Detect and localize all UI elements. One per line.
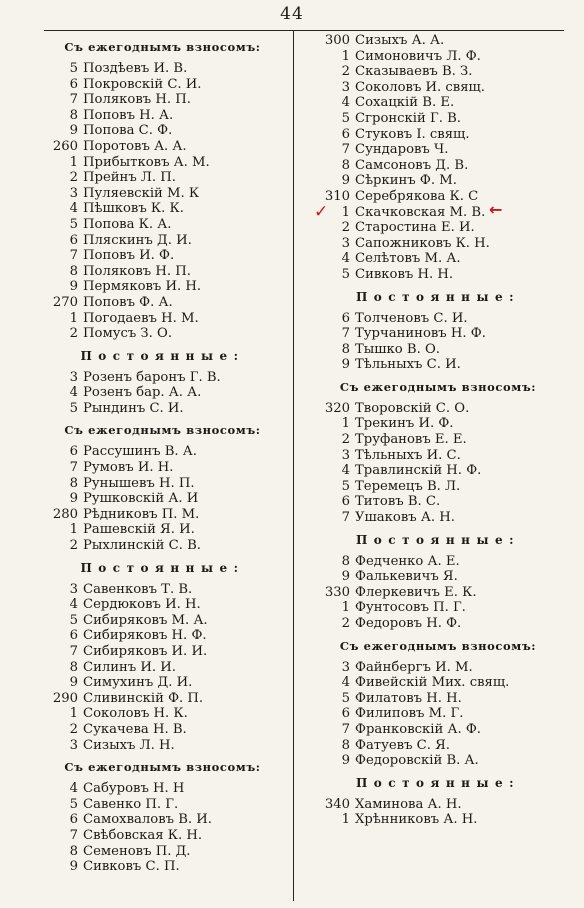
member-name: Розенъ баронъ Г. В. xyxy=(83,369,221,385)
member-name: Попова К. А. xyxy=(83,216,172,232)
member-entry xyxy=(40,108,285,124)
section-heading: Съ ежегоднымъ взносомъ: xyxy=(339,379,537,394)
member-name: Свѣбовская К. Н. xyxy=(83,827,203,843)
member-number: 7 xyxy=(69,644,78,659)
member-entry xyxy=(312,797,564,813)
member-name: Федченко А. Е. xyxy=(355,553,460,569)
member-entry xyxy=(312,569,564,585)
member-entry xyxy=(40,170,285,186)
member-number: 5 xyxy=(69,400,78,416)
member-entry xyxy=(312,158,564,174)
member-name: Сердюковъ И. Н. xyxy=(83,597,201,613)
member-number: 1 xyxy=(69,310,78,326)
member-name: Сибиряковъ И. И. xyxy=(83,644,208,659)
member-name: Силинъ И. И. xyxy=(83,659,176,675)
member-number: 7 xyxy=(341,142,350,158)
member-entry xyxy=(40,279,285,295)
member-entry xyxy=(40,77,285,93)
member-number: 8 xyxy=(341,157,350,173)
arrow-annotation-icon: ← xyxy=(489,199,503,219)
member-number: 2 xyxy=(341,432,350,448)
section-heading: Постоянные: xyxy=(355,775,521,790)
header-rule xyxy=(44,30,564,31)
member-entry xyxy=(312,142,564,158)
member-entry xyxy=(312,812,564,828)
member-number: 9 xyxy=(69,675,78,691)
member-entry xyxy=(312,660,564,676)
member-number: 1 xyxy=(341,600,350,616)
member-entry xyxy=(312,706,564,722)
member-entry xyxy=(40,476,285,492)
member-entry xyxy=(40,538,285,554)
section-heading: Постоянные: xyxy=(80,348,245,363)
member-number: 270 xyxy=(52,294,78,310)
member-name: Рушковскій А. И xyxy=(83,491,199,507)
member-number: 8 xyxy=(69,263,78,279)
member-number: 4 xyxy=(341,251,350,267)
member-name: Сивковъ Н. Н. xyxy=(355,266,454,282)
member-entry xyxy=(40,186,285,202)
member-entry xyxy=(312,357,564,373)
member-entry xyxy=(40,859,285,875)
member-number: 6 xyxy=(69,812,78,828)
member-number: 7 xyxy=(341,721,350,737)
member-name: Сѣркинъ Ф. М. xyxy=(355,173,457,189)
member-name: Сказываевъ В. З. xyxy=(355,64,473,80)
member-number: 1 xyxy=(69,154,78,170)
member-number: 7 xyxy=(69,460,78,476)
member-number: 2 xyxy=(69,170,78,186)
member-name: Рыхлинскій С. В. xyxy=(83,538,201,554)
column-divider xyxy=(293,31,294,901)
member-number: 3 xyxy=(341,79,350,95)
member-number: 4 xyxy=(69,597,78,613)
member-entry xyxy=(40,401,285,417)
member-number: 6 xyxy=(69,444,78,460)
member-entry xyxy=(40,460,285,476)
member-name: Помусъ З. О. xyxy=(83,326,173,342)
member-entry xyxy=(40,264,285,280)
member-name: Поповъ Ф. А. xyxy=(83,294,173,310)
member-name: Серебрякова К. С xyxy=(355,188,479,204)
member-entry xyxy=(40,738,285,754)
member-entry xyxy=(40,628,285,644)
member-name: Пѣшковъ К. К. xyxy=(83,201,184,217)
member-number: 8 xyxy=(69,659,78,675)
member-entry xyxy=(312,494,564,510)
member-number: 5 xyxy=(341,690,350,706)
member-number: 280 xyxy=(52,506,78,522)
member-name: Сукачева Н. В. xyxy=(83,721,187,737)
member-number: 8 xyxy=(69,475,78,491)
member-entry xyxy=(40,812,285,828)
member-entry xyxy=(312,753,564,769)
member-number: 2 xyxy=(341,220,350,236)
member-number: 5 xyxy=(69,61,78,76)
member-entry xyxy=(312,448,564,464)
member-name: Сибиряковъ М. А. xyxy=(83,612,208,628)
member-number: 6 xyxy=(69,628,78,644)
member-name: Рындинъ С. И. xyxy=(83,400,184,416)
member-entry xyxy=(312,691,564,707)
member-entry xyxy=(312,722,564,738)
section-heading: Постоянные: xyxy=(80,560,245,575)
member-entry xyxy=(40,217,285,233)
section-heading: Съ ежегоднымъ взносомъ: xyxy=(64,40,261,54)
member-name: Поповъ И. Ф. xyxy=(83,248,175,264)
member-number: 4 xyxy=(341,675,350,691)
member-entry xyxy=(312,49,564,65)
member-name: Ушаковъ А. Н. xyxy=(355,510,455,526)
section-heading: Постоянные: xyxy=(355,289,521,304)
member-name: Селѣтовъ М. А. xyxy=(355,251,461,267)
member-number: 1 xyxy=(341,416,350,432)
member-entry xyxy=(312,585,564,601)
section-heading: Съ ежегоднымъ взносомъ: xyxy=(64,760,261,775)
member-name: Фунтосовъ П. Г. xyxy=(355,600,466,616)
member-number: 5 xyxy=(341,478,350,494)
left-column xyxy=(40,33,285,875)
member-number: 3 xyxy=(69,581,78,597)
member-entry xyxy=(312,342,564,358)
member-name: Погодаевъ Н. М. xyxy=(83,310,199,326)
member-number: 3 xyxy=(69,185,78,201)
member-number: 300 xyxy=(324,33,350,48)
member-number: 9 xyxy=(69,279,78,295)
member-name: Тѣльныхъ С. И. xyxy=(355,357,461,373)
member-name: Прейнъ Л. П. xyxy=(83,170,176,186)
member-entry xyxy=(312,416,564,432)
member-number: 5 xyxy=(69,612,78,628)
member-name: Сгронскій Г. В. xyxy=(355,110,461,126)
member-entry xyxy=(312,251,564,267)
member-name: Турчаниновъ Н. Ф. xyxy=(355,326,486,342)
member-entry xyxy=(312,326,564,342)
member-number: 8 xyxy=(341,553,350,569)
member-entry xyxy=(312,189,564,205)
member-entry xyxy=(40,233,285,249)
member-entry xyxy=(40,326,285,342)
member-entry xyxy=(312,600,564,616)
member-number: 1 xyxy=(341,48,350,64)
member-entry xyxy=(40,155,285,171)
member-entry xyxy=(40,582,285,598)
member-name: Сибиряковъ Н. Ф. xyxy=(83,628,207,644)
member-name: Сундаровъ Ч. xyxy=(355,142,449,158)
member-entry xyxy=(40,311,285,327)
member-entry xyxy=(312,479,564,495)
member-number: 7 xyxy=(69,92,78,108)
member-name: Самсоновъ Д. В. xyxy=(355,157,469,173)
member-number: 310 xyxy=(324,188,350,204)
member-name: Федоровъ Н. Ф. xyxy=(355,616,462,631)
member-name: Савенковъ Т. В. xyxy=(83,581,193,597)
member-number: 6 xyxy=(69,76,78,92)
member-entry xyxy=(312,64,564,80)
member-number: 4 xyxy=(69,385,78,401)
member-entry xyxy=(40,660,285,676)
member-entry xyxy=(312,432,564,448)
member-number: 3 xyxy=(341,235,350,251)
member-number: 9 xyxy=(341,569,350,585)
member-number: 1 xyxy=(341,812,350,828)
member-number: 2 xyxy=(69,721,78,737)
member-entry xyxy=(40,92,285,108)
member-number: 8 xyxy=(69,107,78,123)
member-number: 9 xyxy=(341,357,350,373)
member-number: 1 xyxy=(69,522,78,538)
member-number: 3 xyxy=(341,447,350,463)
member-name: Тышко В. О. xyxy=(355,341,441,357)
member-entry xyxy=(40,123,285,139)
member-name: Симоновичъ Л. Ф. xyxy=(355,48,481,64)
member-number: 9 xyxy=(69,123,78,139)
member-name: Хаминова А. Н. xyxy=(355,796,462,812)
member-name: Скачковская М. В. xyxy=(355,204,486,220)
member-number: 3 xyxy=(69,369,78,385)
member-number: 2 xyxy=(341,616,350,631)
member-entry xyxy=(40,706,285,722)
member-number: 4 xyxy=(341,95,350,111)
member-number: 6 xyxy=(341,706,350,722)
section-heading: Съ ежегоднымъ взносомъ: xyxy=(339,638,537,653)
member-number: 2 xyxy=(69,326,78,342)
member-name: Толченовъ С. И. xyxy=(355,310,468,326)
member-number: 5 xyxy=(341,110,350,126)
member-name: Фивейскій Мих. свящ. xyxy=(355,675,510,691)
member-number: 260 xyxy=(52,138,78,154)
member-number: 6 xyxy=(69,232,78,248)
member-name: Сизыхъ Л. Н. xyxy=(83,737,175,753)
member-name: Сизыхъ А. А. xyxy=(355,33,445,48)
member-name: Симухинъ Д. И. xyxy=(83,675,193,691)
member-entry xyxy=(40,139,285,155)
member-entry xyxy=(40,597,285,613)
member-entry xyxy=(312,463,564,479)
member-entry xyxy=(312,111,564,127)
member-entry xyxy=(40,295,285,311)
member-entry xyxy=(40,844,285,860)
member-entry xyxy=(312,33,564,49)
member-name: Попова С. Ф. xyxy=(83,123,173,139)
section-heading: Съ ежегоднымъ взносомъ: xyxy=(64,423,261,438)
member-number: 1 xyxy=(341,204,350,220)
member-number: 8 xyxy=(341,341,350,357)
member-name: Творовскій С. О. xyxy=(355,400,470,416)
member-name: Сивковъ С. П. xyxy=(83,859,180,875)
member-entry xyxy=(312,311,564,327)
member-name: Соколовъ Н. К. xyxy=(83,706,188,722)
member-name: Поповъ Н. А. xyxy=(83,107,174,123)
member-entry xyxy=(312,95,564,111)
member-name: Труфановъ Е. Е. xyxy=(355,432,467,448)
member-name: Поляковъ Н. П. xyxy=(83,92,191,108)
member-name: Розенъ бар. А. А. xyxy=(83,385,202,401)
member-entry xyxy=(312,510,564,526)
member-entry xyxy=(40,248,285,264)
member-name: Рѣдниковъ П. М. xyxy=(83,506,200,522)
member-name: Фатуевъ С. Я. xyxy=(355,737,450,753)
member-entry xyxy=(40,507,285,523)
member-name: Филатовъ Н. Н. xyxy=(355,690,462,706)
member-number: 8 xyxy=(341,737,350,753)
right-column xyxy=(312,33,564,828)
member-entry xyxy=(312,267,564,283)
member-name: Сливинскій Ф. П. xyxy=(83,690,204,706)
member-name: Самохваловъ В. И. xyxy=(83,812,212,828)
member-name: Тѣльныхъ И. С. xyxy=(355,447,461,463)
member-entry xyxy=(40,797,285,813)
member-name: Флеркевичъ Е. К. xyxy=(355,584,477,600)
member-number: 6 xyxy=(341,310,350,326)
member-number: 8 xyxy=(69,843,78,859)
member-name: Поротовъ А. А. xyxy=(83,138,187,154)
member-name: Хрѣнниковъ А. Н. xyxy=(355,812,478,828)
member-name: Теремецъ В. Л. xyxy=(355,478,461,494)
member-name: Пуляевскій М. К xyxy=(83,185,200,201)
member-entry xyxy=(40,385,285,401)
member-number: 2 xyxy=(341,64,350,80)
member-number: 5 xyxy=(69,796,78,812)
member-entry xyxy=(40,491,285,507)
member-name: Фалькевичъ Я. xyxy=(355,569,458,585)
member-name: Сохацкій В. Е. xyxy=(355,95,455,111)
member-number: 9 xyxy=(341,173,350,189)
member-name: Рунышевъ Н. П. xyxy=(83,475,195,491)
member-number: 7 xyxy=(341,326,350,342)
member-entry xyxy=(312,236,564,252)
member-name: Федоровскій В. А. xyxy=(355,753,479,769)
member-entry xyxy=(312,199,564,222)
member-entry xyxy=(40,444,285,460)
member-number: 6 xyxy=(341,126,350,142)
member-name: Сабуровъ Н. Н xyxy=(83,781,185,797)
member-entry xyxy=(312,401,564,417)
member-entry xyxy=(312,220,564,236)
member-name: Семеновъ П. Д. xyxy=(83,843,191,859)
member-entry xyxy=(40,370,285,386)
member-name: Пляскинъ Д. И. xyxy=(83,232,192,248)
member-entry xyxy=(312,80,564,96)
member-name: Стуковъ І. свящ. xyxy=(355,126,470,142)
member-name: Сапожниковъ К. Н. xyxy=(355,235,490,251)
member-entry xyxy=(40,61,285,77)
member-number: 4 xyxy=(69,781,78,797)
member-number: 1 xyxy=(69,706,78,722)
member-number: 3 xyxy=(69,737,78,753)
member-entry xyxy=(312,675,564,691)
member-number: 5 xyxy=(69,216,78,232)
member-entry xyxy=(40,201,285,217)
member-name: Савенко П. Г. xyxy=(83,796,179,812)
section-heading: Постоянные: xyxy=(355,532,521,547)
member-name: Травлинскій Н. Ф. xyxy=(355,463,482,479)
member-entry xyxy=(312,554,564,570)
member-number: 320 xyxy=(324,400,350,416)
member-name: Пермяковъ И. Н. xyxy=(83,279,202,295)
member-name: Филиповъ М. Г. xyxy=(355,706,464,722)
member-name: Трекинъ И. Ф. xyxy=(355,416,454,432)
member-number: 340 xyxy=(324,796,350,812)
member-entry xyxy=(40,691,285,707)
member-entry xyxy=(40,644,285,660)
member-name: Покровскій С. И. xyxy=(83,76,202,92)
member-entry xyxy=(40,781,285,797)
member-name: Файнбергъ И. М. xyxy=(355,659,473,675)
member-entry xyxy=(312,173,564,189)
member-name: Поляковъ Н. П. xyxy=(83,263,191,279)
page-number: 44 xyxy=(280,4,304,24)
member-name: Старостина Е. И. xyxy=(355,220,475,236)
member-name: Франковскій А. Ф. xyxy=(355,721,481,737)
member-name: Поздѣевъ И. В. xyxy=(83,61,188,76)
member-number: 6 xyxy=(341,494,350,510)
member-number: 7 xyxy=(69,827,78,843)
member-number: 9 xyxy=(69,859,78,875)
member-name: Румовъ И. Н. xyxy=(83,460,174,476)
member-number: 7 xyxy=(69,248,78,264)
member-name: Рашевскій Я. И. xyxy=(83,522,195,538)
member-entry xyxy=(40,613,285,629)
member-number: 5 xyxy=(341,266,350,282)
member-number: 330 xyxy=(324,584,350,600)
member-number: 3 xyxy=(341,659,350,675)
member-number: 7 xyxy=(341,510,350,526)
checkmark-annotation-icon: ✓ xyxy=(314,201,329,222)
member-entry xyxy=(312,616,564,632)
member-entry xyxy=(312,127,564,143)
member-number: 9 xyxy=(69,491,78,507)
member-name: Рассушинъ В. А. xyxy=(83,444,197,460)
member-entry xyxy=(40,828,285,844)
member-number: 290 xyxy=(52,690,78,706)
member-entry xyxy=(40,522,285,538)
member-entry xyxy=(40,722,285,738)
member-number: 4 xyxy=(341,463,350,479)
member-name: Титовъ В. С. xyxy=(355,494,441,510)
member-number: 4 xyxy=(69,201,78,217)
member-name: Соколовъ И. свящ. xyxy=(355,79,486,95)
member-name: Прибытковъ А. М. xyxy=(83,154,210,170)
member-number: 2 xyxy=(69,538,78,554)
member-entry xyxy=(312,738,564,754)
member-number: 9 xyxy=(341,753,350,769)
member-entry xyxy=(40,675,285,691)
